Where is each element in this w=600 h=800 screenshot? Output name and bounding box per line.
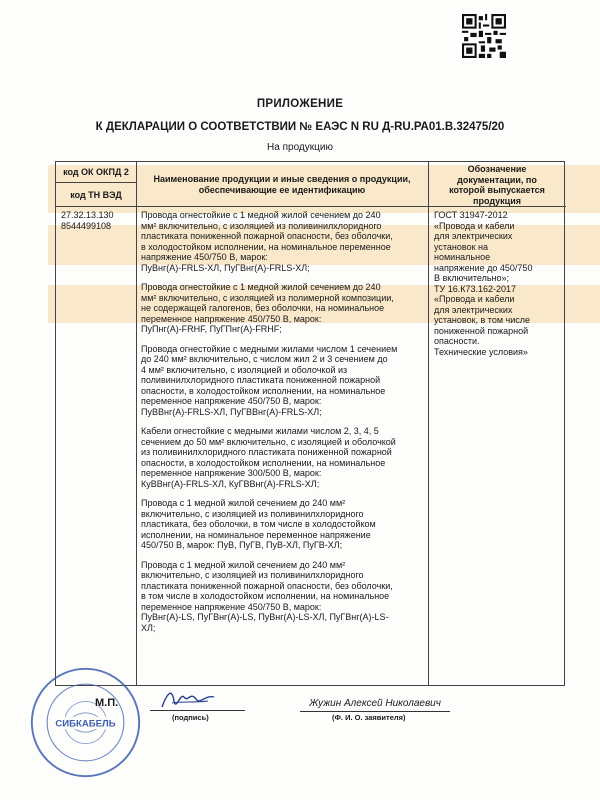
header-doc-line: продукция (473, 195, 521, 206)
text-line: напряжение до 450/750 (434, 262, 533, 273)
signer-name: Жужин Алексей Николаевич (309, 698, 441, 709)
tnved-code: 8544499108 (61, 221, 112, 231)
text-line: установок на (434, 241, 488, 252)
header-doc-line: документации, по (457, 174, 537, 185)
text-line: установок, в том числе (434, 315, 530, 325)
text-line: номинальное (434, 252, 491, 262)
text-line: напряжение 450/750 В, марок: (141, 252, 268, 262)
text-line: включительно, с изоляцией из поливинилхлоридного (141, 508, 364, 519)
seal-brand: СИБКАБЕЛЬ (55, 718, 116, 730)
text-line: 450/750 В, марок: ПуВ, ПуГВ, ПуВ-ХЛ, ПуГВ-ХЛ; (141, 540, 343, 550)
document-title: ПРИЛОЖЕНИЕ (256, 98, 344, 110)
declaration-number: К ДЕКЛАРАЦИИ О СООТВЕТСТВИИ № ЕАЭС N RU Д-RU.РА01.В.32475/20 (95, 121, 505, 133)
text-line: для электрических (434, 231, 513, 241)
product-entry (141, 344, 426, 418)
table-divider (56, 206, 566, 207)
header-doc-line: которой выпускается (449, 185, 545, 195)
stamp-place-label: М.П. (95, 697, 119, 709)
text-line: переменное напряжение 450/750 В, марок: (141, 601, 322, 612)
text-line: В включительно»; (434, 273, 509, 283)
codes-cell (61, 210, 114, 232)
qr-code-icon (462, 14, 506, 58)
text-line: КуВВнг(А)-FRLS-ХЛ, КуГВВнг(А)-FRLS-ХЛ; (141, 478, 320, 489)
signature-line (150, 710, 245, 711)
text-line: ПуПнг(А)-FRHF, ПуГПнг(А)-FRHF; (141, 324, 282, 334)
header-product-line: Наименование продукции и иные сведения о продукции, (153, 174, 411, 184)
signer-caption: (Ф. И. О. заявителя) (332, 713, 406, 722)
text-line: в холодостойком исполнении, на номинальное переменное (141, 241, 391, 252)
text-line: опасности, в холодостойком исполнении, на номинальное (141, 457, 386, 468)
text-line: «Провода и кабели (434, 294, 515, 304)
text-line: не содержащей галогенов, без оболочки, на номинальное (141, 303, 385, 313)
text-line: для электрических (434, 304, 513, 315)
text-line: ГОСТ 31947-2012 (434, 210, 508, 220)
header-documentation (428, 164, 566, 206)
company-seal-icon (28, 665, 143, 780)
text-line: Кабели огнестойкие с медными жилами числом 2, 3, 4, 5 (141, 426, 379, 436)
text-line: мм² включительно, с изоляцией из поливинилхлоридного (141, 220, 382, 231)
product-entry (141, 426, 426, 489)
text-line: опасности, в холодостойком исполнении, на номинальное (141, 385, 386, 396)
text-line: из поливинилхлоридного пластиката пониженной пожарной (141, 447, 392, 457)
table-divider (136, 162, 137, 685)
text-line: переменное напряжение 300/500 В, марок: (141, 468, 322, 478)
table-divider (428, 162, 429, 685)
header-tnved: код ТН ВЭД (70, 190, 122, 200)
header-product (136, 174, 428, 195)
text-line: ХЛ; (141, 622, 156, 633)
description-cell (141, 210, 426, 642)
text-line: «Провода и кабели (434, 220, 515, 231)
product-entry (141, 210, 426, 273)
header-doc-line: Обозначение (467, 164, 527, 174)
text-line: ПуВВнг(А)-FRLS-ХЛ, ПуГВВнг(А)-FRLS-ХЛ; (141, 406, 322, 417)
header-product-line: обеспечивающие ее идентификацию (198, 184, 366, 195)
text-line: 4 мм² включительно, с изоляцией и оболочкой из (141, 364, 348, 375)
signature-caption: (подпись) (172, 713, 209, 722)
header-okpd: код ОК ОКПД 2 (63, 167, 129, 177)
product-entry (141, 282, 426, 335)
text-line: ПуВнг(А)-FRLS-ХЛ, ПуГВнг(А)-FRLS-ХЛ; (141, 262, 310, 273)
text-line: переменное напряжение 450/750 В, марок: (141, 313, 322, 324)
text-line: в том числе в холодостойком исполнении, на номинальное (141, 591, 390, 601)
text-line: пониженной пожарной (434, 325, 529, 336)
text-line: исполнении, на номинальное переменное напряжение (141, 529, 371, 540)
text-line: пластиката, без оболочки, в том числе в холодостойком (141, 519, 376, 529)
document-subtitle: На продукцию (267, 142, 333, 153)
product-entry (141, 560, 426, 634)
text-line: включительно, с изоляцией из поливинилхлоридного (141, 570, 364, 580)
text-line: пластиката пониженной пожарной опасности, без оболочки, (141, 580, 393, 591)
table-divider (56, 182, 136, 183)
text-line: Провода с 1 медной жилой сечением до 240 мм² (141, 498, 346, 508)
text-line: ПуВнг(А)-LS, ПуГВнг(А)-LS, ПуВнг(А)-LS-ХЛ, ПуГВнг(А)-LS- (141, 612, 389, 622)
product-entry (141, 498, 426, 551)
text-line: Провода с 1 медной жилой сечением до 240 мм² (141, 559, 346, 570)
text-line: пластиката пониженной пожарной опасности, без оболочки, (141, 231, 393, 241)
text-line: до 240 мм² включительно, с числом жил 2 и 3 сечением до (141, 354, 388, 364)
text-line: переменное напряжение 450/750 В, марок: (141, 396, 322, 406)
text-line: ТУ 16.К73.162-2017 (434, 283, 517, 294)
documentation-cell (434, 210, 564, 357)
text-line: Технические условия» (434, 346, 528, 357)
okpd-code: 27.32.13.130 (61, 210, 114, 220)
product-table (55, 161, 565, 686)
text-line: Провода огнестойкие с медными жилами числом 1 сечением (141, 343, 398, 354)
text-line: поливинилхлоридного пластиката пониженной пожарной (141, 375, 381, 385)
text-line: Провода огнестойкие с 1 медной жилой сечением до 240 (141, 282, 381, 292)
text-line: Провода огнестойкие с 1 медной жилой сечением до 240 (141, 210, 381, 220)
signer-line (300, 711, 450, 712)
text-line: опасности. (434, 336, 480, 346)
text-line: сечением до 50 мм² включительно, с изоляцией и оболочкой (141, 436, 396, 447)
text-line: мм² включительно, с изоляцией из полимерной композиции, (141, 292, 394, 303)
